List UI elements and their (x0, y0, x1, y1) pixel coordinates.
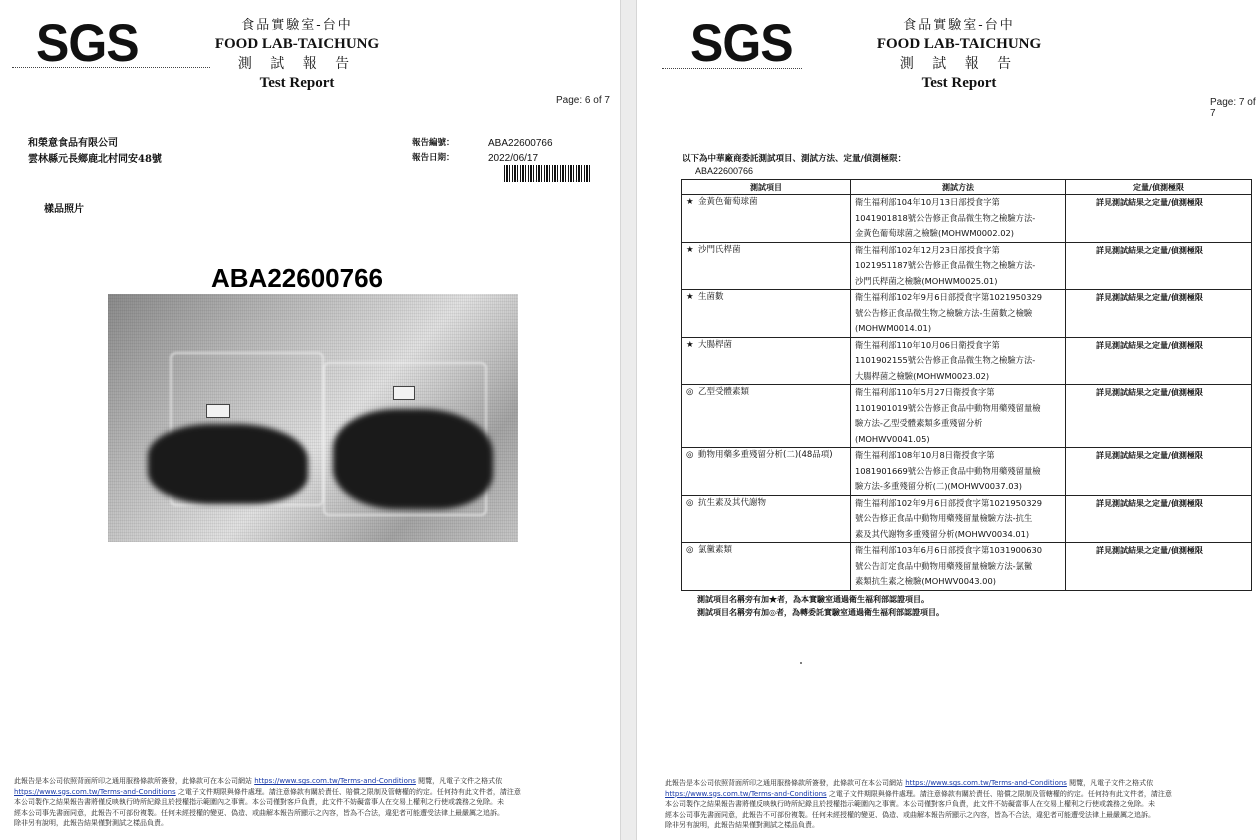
report-no: ABA22600766 (488, 138, 553, 149)
lab-heading (212, 16, 382, 93)
test-method-line: 金黃色葡萄球菌之檢驗(MOHWM0002.02) (855, 228, 1015, 238)
logo-rule (12, 67, 210, 68)
disclaimer-line-1: 此報告是本公司依照背面所印之通用服務條款所簽發，此條款可在本公司網站 https://www.sgs.com.tw/Terms-and-Conditions 閱覽，凡電子文件之格式依 (665, 779, 1154, 787)
circle-mark-icon: ◎ (686, 450, 694, 460)
test-method-line: 衛生福利部108年10月8日衛授食字第 (855, 450, 995, 460)
test-limit: 詳見測試結果之定量/偵測極限 (1066, 242, 1252, 290)
test-limit: 詳見測試結果之定量/偵測極限 (1066, 495, 1252, 543)
photo-label: 樣品照片 (44, 204, 84, 215)
report-date-label: 報告日期： (412, 153, 455, 163)
test-item-name: 氯黴素類 (698, 545, 733, 555)
col-header-method: 測試方法 (851, 180, 1066, 195)
test-item (682, 337, 851, 385)
disclaimer-line-2: https://www.sgs.com.tw/Terms-and-Conditions 之電子文件期限與條件處理。請注意條款有關於責任、賠償之限制及管轄權的約定。任何持有此文件者，請注意 (14, 787, 521, 796)
note-star: 測試項目名稱旁有加★者，為本實驗室通過衛生福利部認證項目。 (697, 594, 929, 604)
circle-mark-icon: ◎ (686, 545, 694, 555)
test-method (851, 385, 1066, 448)
test-method-line: 號公告修正食品中動物用藥殘留量檢驗方法-抗生 (855, 513, 1033, 523)
test-method-line: 1081901669號公告修正食品中動物用藥殘留量檢 (855, 465, 1041, 476)
test-method (851, 448, 1066, 496)
report-title-en: Test Report (259, 75, 335, 91)
star-mark-icon: ★ (686, 197, 694, 207)
test-method-line: (MOHWM0014.01) (855, 323, 932, 333)
circle-mark-icon: ◎ (686, 497, 694, 508)
note-circle: 測試項目名稱旁有加◎者，為轉委託實驗室通過衛生福利部認證項目。 (697, 607, 944, 617)
test-method-line: 1101901019號公告修正食品中動物用藥殘留量檢 (855, 402, 1041, 413)
disclaimer-line-5: 除非另有說明，此報告結果僅對測試之樣品負責。 (14, 819, 168, 827)
test-method-line: 號公告訂定食品中動物用藥殘留量檢驗方法-氯黴 (855, 560, 1033, 571)
table-row (682, 448, 1252, 496)
circle-mark-icon: ◎ (686, 387, 694, 397)
test-item-name: 動物用藥多重殘留分析(二)(48品項) (698, 450, 833, 460)
terms-link[interactable]: https://www.sgs.com.tw/Terms-and-Conditions (905, 779, 1067, 787)
photo-label-tag-left (206, 404, 230, 418)
test-item (682, 495, 851, 543)
col-header-limit: 定量/偵測極限 (1066, 180, 1252, 195)
report-page-6 (0, 0, 620, 840)
test-method (851, 242, 1066, 290)
scope-intro: 以下為中華廠商委託測試項目、測試方法、定量/偵測極限： (682, 154, 907, 164)
lab-name-zh: 食品實驗室-台中 (903, 18, 1015, 33)
report-meta-values (488, 136, 553, 166)
terms-link[interactable]: https://www.sgs.com.tw/Terms-and-Conditions (14, 787, 176, 796)
test-item (682, 448, 851, 496)
test-method-line: 沙門氏桿菌之檢驗(MOHWM0025.01) (855, 275, 998, 286)
client-block (28, 136, 162, 168)
page-number: Page: 7 of 7 (1210, 97, 1256, 119)
photo-meat-right (333, 409, 493, 509)
report-title-zh: 測 試 報 告 (899, 56, 1019, 72)
test-limit: 詳見測試結果之定量/偵測極限 (1066, 543, 1252, 591)
test-method-line: 衛生福利部102年9月6日部授食字第1021950329 (855, 292, 1043, 302)
page-number: Page: 6 of 7 (556, 95, 610, 106)
test-method-line: (MOHWV0041.05) (855, 433, 930, 444)
lab-heading (869, 16, 1049, 93)
sample-photo (108, 294, 518, 542)
report-title-en: Test Report (921, 75, 997, 91)
test-method (851, 337, 1066, 385)
test-item-name: 金黃色葡萄球菌 (698, 197, 758, 207)
table-row (682, 195, 1252, 243)
table-header-row (682, 180, 1252, 195)
test-limit: 詳見測試結果之定量/偵測極限 (1066, 195, 1252, 243)
photo-meat-left (148, 424, 308, 504)
lab-name-zh: 食品實驗室-台中 (241, 18, 353, 33)
test-method (851, 290, 1066, 338)
terms-link[interactable]: https://www.sgs.com.tw/Terms-and-Conditions (254, 777, 416, 785)
test-method-line: 大腸桿菌之檢驗(MOHWM0023.02) (855, 370, 990, 381)
table-row (682, 337, 1252, 385)
disclaimer-line-4: 經本公司事先書面同意，此報告不可部份複製。任何未經授權的變更、偽造、或曲解本報告所顯示之內容，皆為不合法，違犯者可能遭受法律上最嚴厲之追訴。 (665, 810, 1155, 819)
logo-rule (662, 68, 802, 69)
report-meta-labels (412, 136, 455, 166)
lab-name-en: FOOD LAB-TAICHUNG (876, 36, 1042, 52)
lab-name-en: FOOD LAB-TAICHUNG (214, 36, 380, 52)
disclaimer-line-2: https://www.sgs.com.tw/Terms-and-Conditions 之電子文件期限與條件處理。請注意條款有關於責任、賠償之限制及管轄權的約定。任何持有此文件者，請注意 (665, 789, 1172, 798)
test-method-line: 衛生福利部102年9月6日部授食字第1021950329 (855, 497, 1043, 508)
test-method-line: 號公告修正食品微生物之檢驗方法-生菌數之檢驗 (855, 307, 1033, 318)
disclaimer-line-3: 本公司製作之結果報告書將僅反映執行時所紀錄且於授權指示範圍內之事實。本公司僅對客戶負責，此文件不妨礙當事人在交易上權利之行使或義務之免除。未 (665, 800, 1155, 808)
star-mark-icon: ★ (686, 292, 694, 302)
test-method (851, 543, 1066, 591)
test-method-line: 衛生福利部104年10月13日部授食字第 (855, 197, 1000, 207)
test-limit: 詳見測試結果之定量/偵測極限 (1066, 337, 1252, 385)
scope-report-no: ABA22600766 (695, 166, 754, 176)
test-item (682, 543, 851, 591)
test-item-name: 生菌數 (698, 292, 724, 302)
disclaimer-line-5: 除非另有說明，此報告結果僅對測試之樣品負責。 (665, 821, 819, 829)
client-name: 和榮意食品有限公司 (28, 138, 118, 149)
disclaimer-line-1: 此報告是本公司依照背面所印之通用服務條款所簽發，此條款可在本公司網站 https://www.sgs.com.tw/Terms-and-Conditions 閱覽，凡電子文件之格式依 (14, 777, 503, 785)
test-item-name: 沙門氏桿菌 (698, 244, 741, 255)
report-no-label: 報告編號： (412, 138, 455, 148)
test-method-line: 衛生福利部110年10月06日衛授食字第 (855, 339, 1000, 350)
test-item-name: 大腸桿菌 (698, 339, 733, 350)
footer-disclaimer (665, 778, 1259, 831)
table-row (682, 242, 1252, 290)
test-item-name: 抗生素及其代謝物 (698, 497, 767, 508)
photo-sample-id: ABA22600766 (211, 263, 384, 293)
test-method-line: 1101902155號公告修正食品微生物之檢驗方法- (855, 355, 1036, 365)
table-row (682, 290, 1252, 338)
test-item-name: 乙型受體素類 (698, 387, 750, 397)
test-method-line: 驗方法-多重殘留分析(二)(MOHWV0037.03) (855, 481, 1023, 491)
test-method-line: 衛生福利部103年6月6日部授食字第1031900630 (855, 545, 1043, 555)
test-method (851, 195, 1066, 243)
test-method-line: 1041901818號公告修正食品微生物之檢驗方法- (855, 212, 1036, 223)
test-item (682, 242, 851, 290)
table-row (682, 495, 1252, 543)
barcode (504, 165, 590, 182)
test-limit: 詳見測試結果之定量/偵測極限 (1066, 290, 1252, 338)
photo-label-tag-right (393, 386, 415, 400)
test-method-line: 衛生福利部102年12月23日部授食字第 (855, 244, 1000, 255)
test-method (851, 495, 1066, 543)
table-row (682, 385, 1252, 448)
test-limit: 詳見測試結果之定量/偵測極限 (1066, 448, 1252, 496)
star-mark-icon: ★ (686, 339, 694, 350)
test-method-line: 素及其代謝物多重殘留分析(MOHWV0034.01) (855, 528, 1030, 539)
accreditation-notes (697, 593, 944, 619)
footer-disclaimer (14, 776, 614, 829)
table-row (682, 543, 1252, 591)
page-gutter (620, 0, 637, 840)
test-item (682, 195, 851, 243)
client-address: 雲林縣元長鄉鹿北村同安48號 (28, 154, 162, 165)
scan-speck (800, 662, 802, 664)
star-mark-icon: ★ (686, 244, 694, 255)
test-method-line: 1021951187號公告修正食品微生物之檢驗方法- (855, 260, 1036, 270)
sgs-logo: SGS (690, 13, 793, 73)
disclaimer-line-3: 本公司製作之結果報告書將僅反映執行時所紀錄且於授權指示範圍內之事實。本公司僅對客戶負責，此文件不妨礙當事人在交易上權利之行使或義務之免除。未 (14, 798, 504, 806)
test-method-line: 素類抗生素之檢驗(MOHWV0043.00) (855, 576, 996, 586)
test-limit: 詳見測試結果之定量/偵測極限 (1066, 385, 1252, 448)
report-title-zh: 測 試 報 告 (237, 56, 357, 72)
terms-link[interactable]: https://www.sgs.com.tw/Terms-and-Conditions (665, 789, 827, 798)
report-date: 2022/06/17 (488, 153, 539, 164)
col-header-item: 測試項目 (682, 180, 851, 195)
test-item (682, 385, 851, 448)
test-scope-table (681, 179, 1252, 591)
disclaimer-line-4: 經本公司事先書面同意，此報告不可部份複製。任何未經授權的變更、偽造、或曲解本報告所顯示之內容，皆為不合法，違犯者可能遭受法律上最嚴厲之追訴。 (14, 808, 504, 817)
sgs-logo: SGS (36, 13, 139, 73)
test-method-line: 衛生福利部110年5月27日衛授食字第 (855, 387, 995, 397)
test-method-line: 驗方法-乙型受體素類多重殘留分析 (855, 418, 983, 428)
test-item (682, 290, 851, 338)
